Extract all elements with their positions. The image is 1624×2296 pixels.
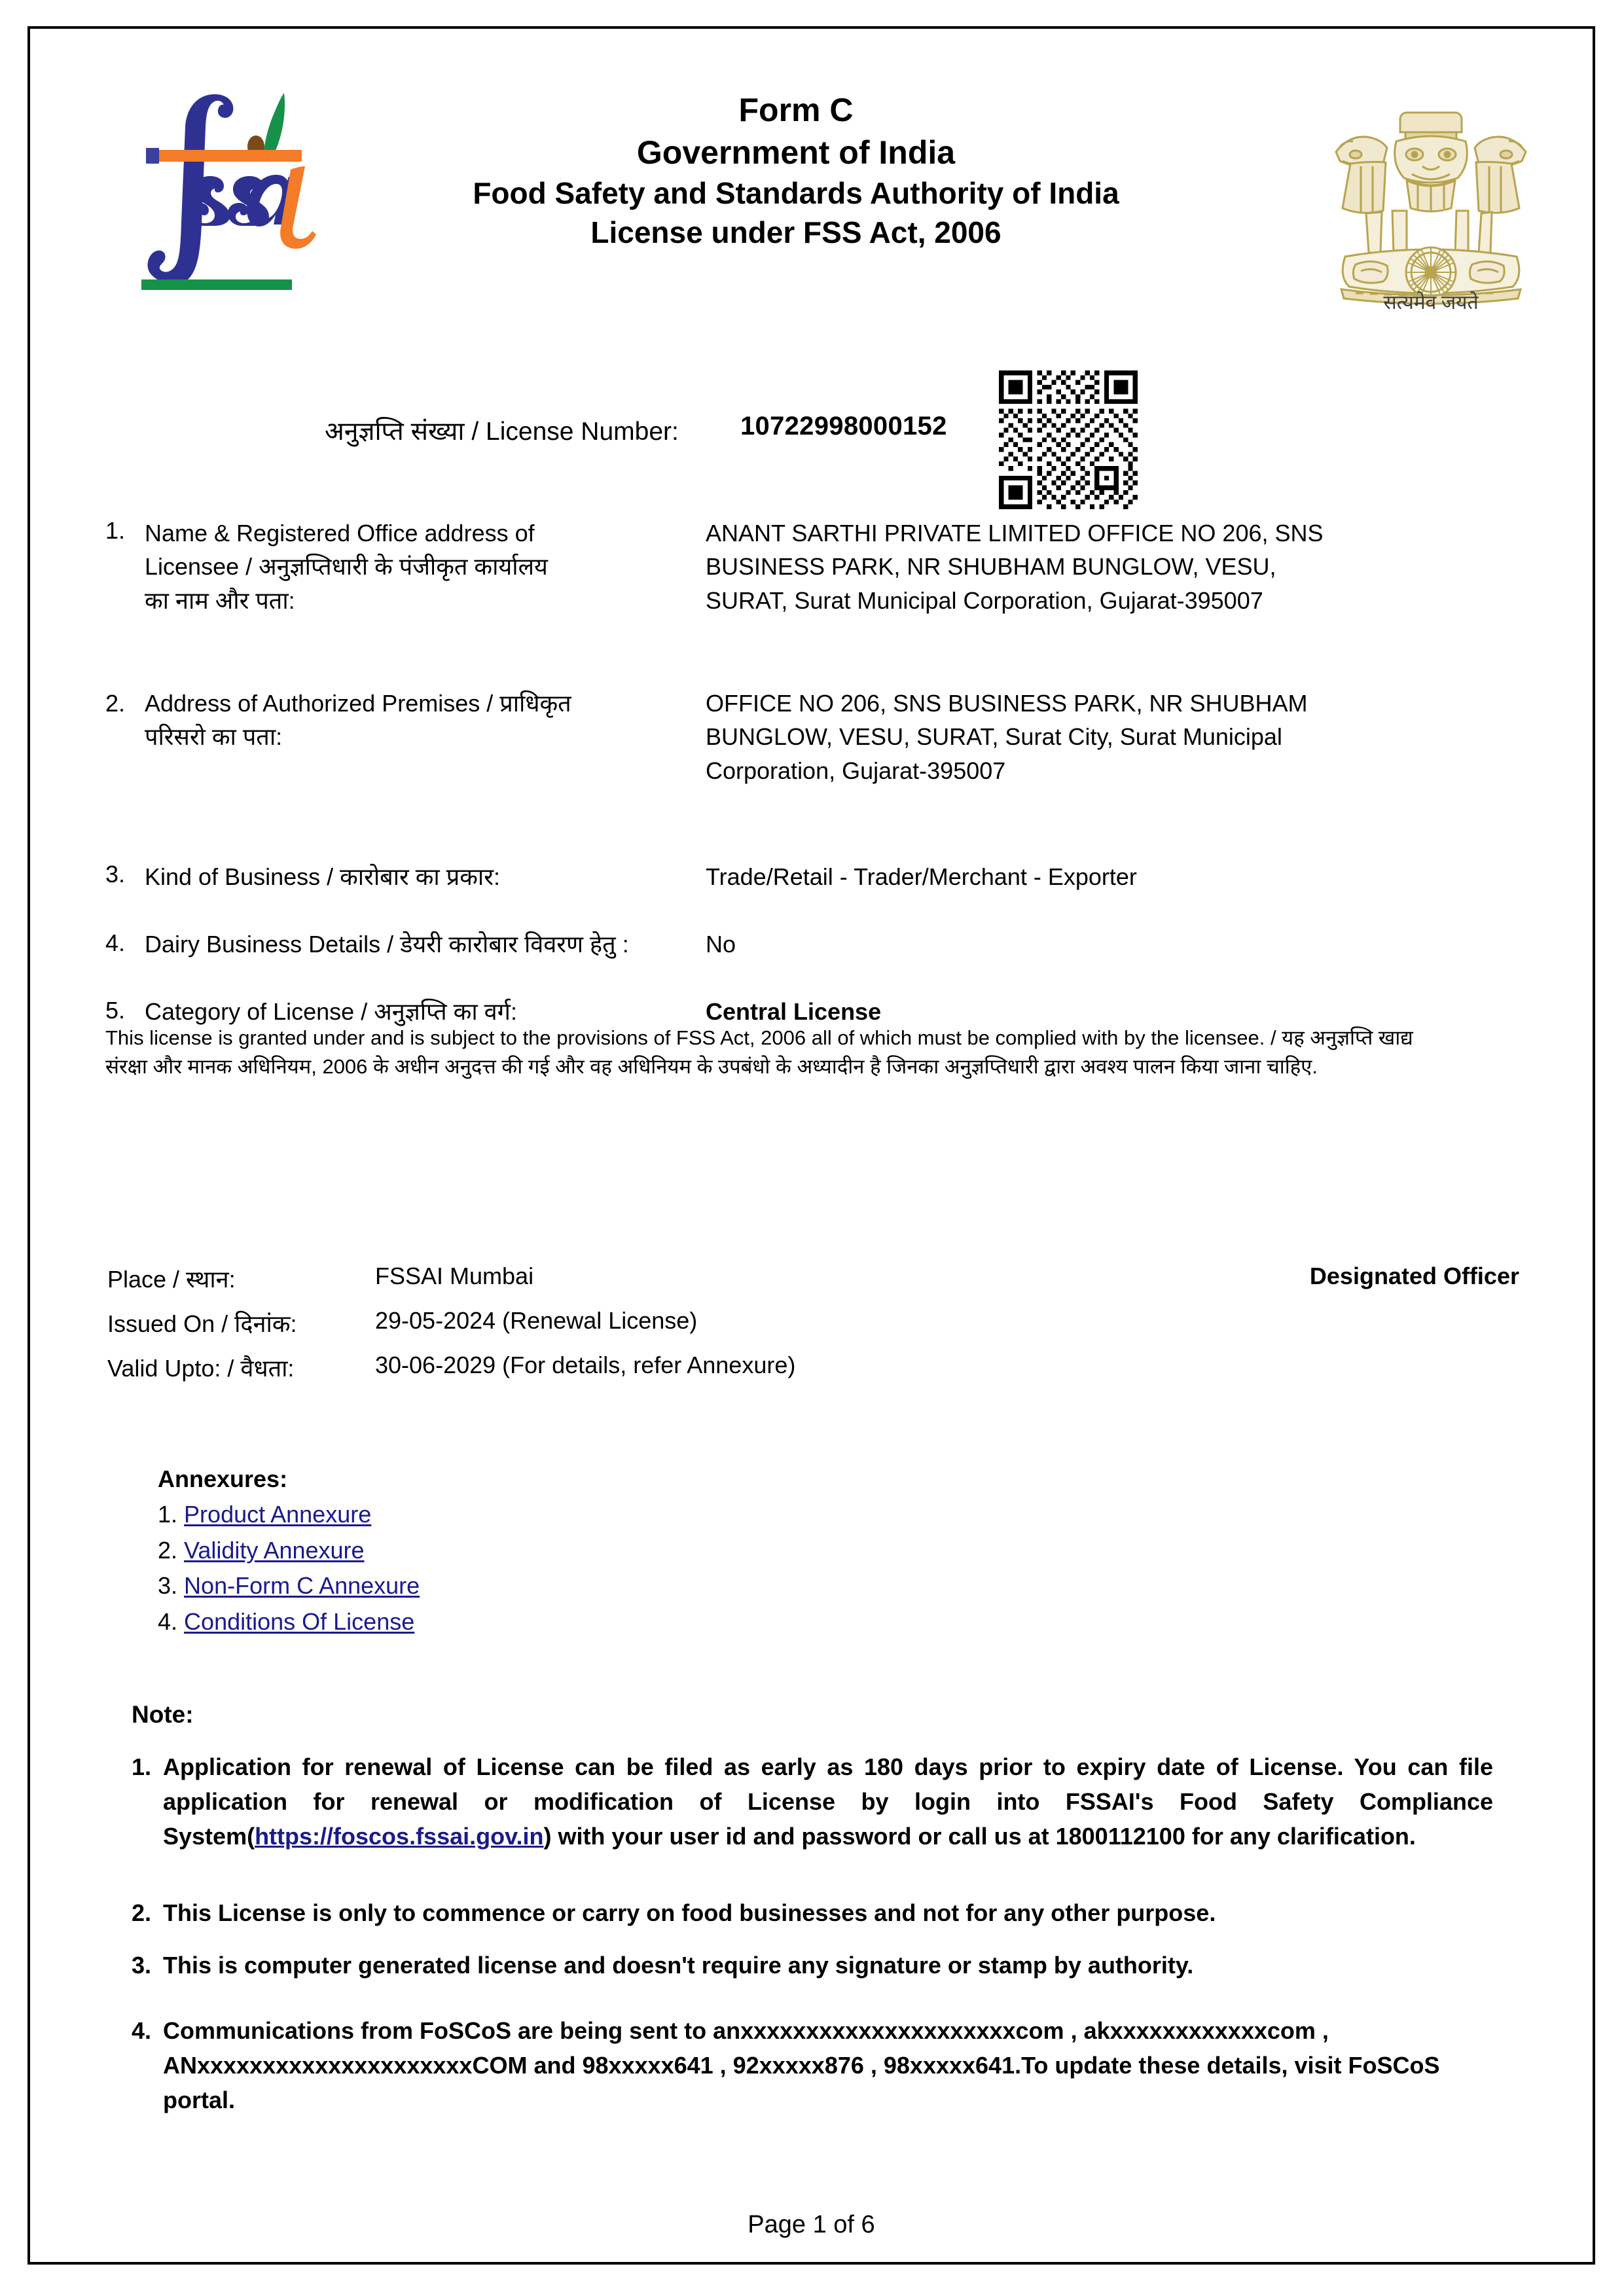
foscos-portal-link[interactable]: https://foscos.fssai.gov.in (255, 1822, 544, 1850)
field-value-5: Central License (706, 998, 882, 1025)
page-footer: Page 1 of 6 (748, 2211, 875, 2238)
note-number-3: 3. (132, 1952, 152, 1979)
designated-officer-label: Designated Officer (1309, 1263, 1519, 1289)
note-item-4 (132, 2014, 1493, 2118)
field-value-3: Trade/Retail - Trader/Merchant - Exporter (706, 863, 1137, 890)
place-row (30, 1263, 1593, 1307)
place-value: FSSAI Mumbai (375, 1263, 534, 1289)
grant-paragraph: This license is granted under and is subject to the provisions of FSS Act, 2006 all of which must be complied with by the licensee. / यह अनुज्ञप्ति खाद्य संरक्षा और मानक अधिनियम, 2006 के अधीन अनुदत्त की गई और वह अधिनियम के उपबंधो के अध्यादीन है जिनका अनुज्ञप्तिधारी द्वारा अवश्य पालन किया जाना चाहिए. (105, 1026, 1413, 1079)
field-row-4 (30, 927, 1593, 995)
annexure-number-1: 1. (158, 1501, 178, 1528)
annexures-title: Annexures: (158, 1465, 288, 1492)
document-header (30, 75, 1593, 310)
field-row-2 (30, 687, 1593, 860)
field-label-1: Name & Registered Office address of Licensee / अनुज्ञप्तिधारी के पंजीकृत कार्यालय का नाम और पता: (145, 520, 548, 614)
field-label-5: Category of License / अनुज्ञप्ति का वर्ग: (145, 998, 517, 1025)
annexure-number-3: 3. (158, 1572, 178, 1600)
note-text-3: This is computer generated license and doesn't require any signature or stamp by authority. (163, 1952, 1194, 1979)
note-text-2: This License is only to commence or carry on food businesses and not for any other purpose. (163, 1899, 1216, 1926)
issued-on-value: 29-05-2024 (Renewal License) (375, 1307, 698, 1334)
license-fields (30, 516, 1593, 1060)
note-text-1-after: ) with your user id and password or call us at 1800112100 for any clarification. (543, 1822, 1416, 1850)
note-text-1-before: Application for renewal of License can be filed as early as 180 days prior to expiry date of License. You can file application for renewal or modification of License by login into FSSAI's Food Safety Compliance System( (163, 1753, 1493, 1850)
field-number-2: 2. (105, 690, 126, 717)
header-title-block (357, 89, 1235, 253)
qr-code (999, 370, 1138, 509)
place-label: Place / स्थान: (107, 1266, 236, 1293)
annexures-block (158, 1465, 420, 1640)
license-number-label: अनुज्ञप्ति संख्या / License Number: (325, 418, 679, 446)
license-page (27, 26, 1595, 2265)
valid-upto-row (30, 1352, 1593, 1396)
note-text-4: Communications from FoSCoS are being sent to anxxxxxxxxxxxxxxxxxxxxxcom , akxxxxxxxxxxxxcom , ANxxxxxxxxxxxxxxxxxxxxxCOM and 98xxxxx641 , 92xxxxx876 , 98xxxxx641.To update these details, visit FoSCoS portal. (163, 2017, 1440, 2113)
government-title: Government of India (636, 134, 956, 171)
field-value-4: No (706, 931, 736, 958)
field-value-1: ANANT SARTHI PRIVATE LIMITED OFFICE NO 206, SNS BUSINESS PARK, NR SHUBHAM BUNGLOW, VESU, SURAT, Surat Municipal Corporation, Gujarat-395007 (706, 520, 1324, 614)
valid-upto-label: Valid Upto: / वैधता: (107, 1355, 295, 1382)
issued-on-label: Issued On / दिनांक: (107, 1310, 297, 1337)
annexure-item (158, 1604, 420, 1640)
annexure-item (158, 1533, 420, 1569)
note-item-2 (132, 1896, 1493, 1931)
field-number-1: 1. (105, 517, 126, 544)
field-row-1 (30, 516, 1593, 687)
annexure-link-conditions[interactable]: Conditions Of License (184, 1608, 415, 1636)
act-title: License under FSS Act, 2006 (590, 215, 1001, 249)
license-number-row (30, 376, 1593, 513)
field-number-3: 3. (105, 861, 126, 888)
note-text-1 (163, 1750, 1493, 1854)
field-row-3 (30, 860, 1593, 927)
note-number-1: 1. (132, 1753, 152, 1780)
note-number-4: 4. (132, 2017, 152, 2044)
note-title: Note: (132, 1701, 194, 1728)
authority-title: Food Safety and Standards Authority of India (473, 176, 1119, 210)
note-number-2: 2. (132, 1899, 152, 1926)
ashoka-emblem-icon (1310, 81, 1552, 310)
field-number-4: 4. (105, 929, 126, 956)
annexure-number-4: 4. (158, 1608, 178, 1636)
annexure-link-non-form-c[interactable]: Non-Form C Annexure (184, 1572, 420, 1600)
valid-upto-value: 30-06-2029 (For details, refer Annexure) (375, 1352, 796, 1378)
annexure-item (158, 1568, 420, 1604)
note-item-3 (132, 1948, 1493, 1983)
license-number-value: 10722998000152 (740, 412, 947, 440)
field-label-3: Kind of Business / कारोबार का प्रकार: (145, 863, 500, 890)
field-label-2: Address of Authorized Premises / प्राधिकृत परिसरो का पता: (145, 690, 571, 751)
form-title: Form C (738, 92, 854, 128)
fssai-logo (115, 88, 338, 291)
emblem-motto-text: सत्यमेव जयते (1383, 292, 1479, 310)
annexure-item (158, 1497, 420, 1533)
signature-block (30, 1263, 1593, 1396)
field-number-5: 5. (105, 997, 126, 1024)
annexure-link-product[interactable]: Product Annexure (184, 1501, 372, 1528)
field-label-4: Dairy Business Details / डेयरी कारोबार विवरण हेतु : (145, 931, 629, 958)
note-item-1 (132, 1750, 1493, 1854)
annexure-number-2: 2. (158, 1536, 178, 1564)
issued-on-row (30, 1307, 1593, 1352)
annexure-link-validity[interactable]: Validity Annexure (184, 1536, 365, 1564)
field-value-2: OFFICE NO 206, SNS BUSINESS PARK, NR SHUBHAM BUNGLOW, VESU, SURAT, Surat City, Surat Municipal Corporation, Gujarat-395007 (706, 690, 1308, 784)
